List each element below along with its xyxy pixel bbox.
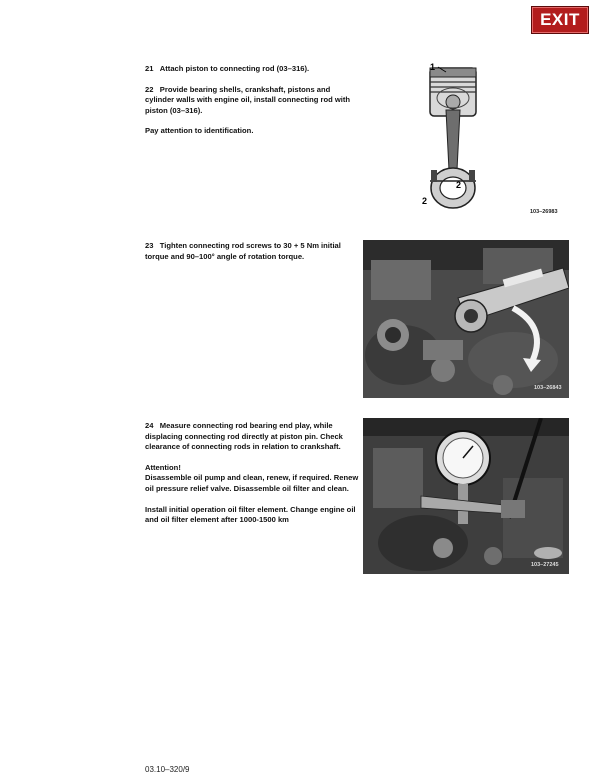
attention-heading: Attention! [145,462,181,472]
piston-rod-figure [410,58,500,216]
torque-wrench-photo [363,240,569,398]
callout-2-lower: 2 [422,196,428,206]
callout-1: 1 [430,62,436,72]
page-number: 03.10–320/9 [145,765,190,774]
step-23-number: 23 [145,241,154,250]
step-24 [145,421,360,526]
figure-2-code: 103–26843 [534,385,562,391]
step-24-number: 24 [145,421,154,430]
step-21 [145,64,360,137]
exit-button[interactable]: EXIT [531,6,589,34]
step-24-text: Measure connecting rod bearing end play, while displacing connecting rod directly at piston pin. Check clearance of connecting rods in relation to crankshaft. [145,421,343,452]
figure-3-code: 103–27245 [531,562,559,568]
callout-2-upper: 2 [456,180,462,190]
step-23-text: Tighten connecting rod screws to 30 + 5 Nm initial torque and 90–100° angle of rotation torque. [145,241,341,261]
step-22-number: 22 [145,84,154,94]
step-21-number: 21 [145,64,154,73]
step-22-note: Pay attention to identification. [145,126,254,136]
install-text: Install initial operation oil filter element. Change engine oil and oil filter element after 1000-1500 km [145,504,356,525]
attention-text: Disassemble oil pump and clean, renew, if required. Renew oil pressure relief valve. Disassemble oil filter and clean. [145,473,359,493]
dial-gauge-photo [363,418,569,574]
step-23 [145,241,360,262]
step-22-text: Provide bearing shells, crankshaft, pistons and cylinder walls with engine oil, install connecting rod with piston (03–316). [145,84,351,115]
step-21-text: Attach piston to connecting rod (03–316). [159,64,310,73]
figure-1-code: 103–26983 [530,209,558,215]
